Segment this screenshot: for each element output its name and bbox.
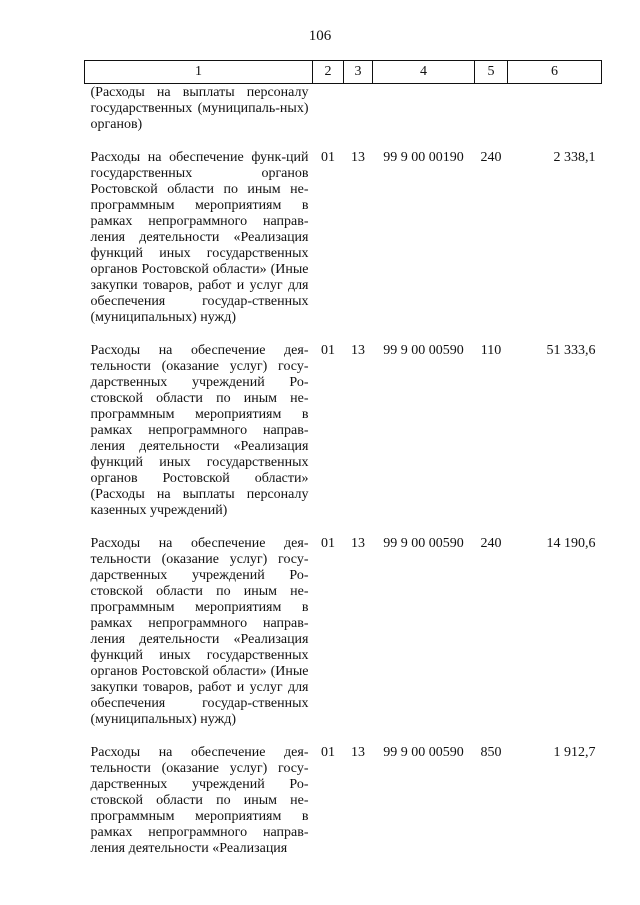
- expense-type-code: 110: [480, 343, 502, 358]
- row-description: Расходы на обеспечение дея-тельности (оказание услуг) госу-дарственных учреждений Ро-стовской области по иным не-программным мероприятиям в рамках непрограммного направ-ления деятельности «Реализация функций иных государственных органов Ростовской области» (Расходы на выплаты персоналу казенных учреждений): [90, 343, 309, 518]
- column-header: 6: [508, 61, 602, 84]
- expense-type-code: [475, 84, 508, 134]
- column-header: 3: [344, 61, 373, 84]
- column-header: 5: [475, 61, 508, 84]
- target-article-code: 99 9 00 00590: [383, 745, 464, 760]
- expense-type-code: 240: [480, 150, 502, 165]
- section-code: 01: [321, 150, 335, 165]
- target-article-code: 99 9 00 00190: [383, 150, 464, 165]
- target-article-code: 99 9 00 00590: [383, 343, 464, 358]
- table-row: [85, 326, 602, 519]
- column-header: 2: [313, 61, 344, 84]
- amount: [508, 84, 602, 134]
- target-article-code: 99 9 00 00590: [383, 536, 464, 551]
- row-description: Расходы на обеспечение функ-ций государственных органов Ростовской области по иным не-программным мероприятиям в рамках непрограммного направ-ления деятельности «Реализация функций иных государственных органов Ростовской области» (Иные закупки товаров, работ и услуг для обеспечения государ-ственных (муниципальных) нужд): [90, 150, 309, 325]
- section-code: 01: [321, 745, 335, 760]
- section-code: 01: [321, 343, 335, 358]
- target-article-code: [373, 84, 475, 134]
- page-number: 106: [308, 28, 332, 44]
- expense-type-code: 240: [480, 536, 502, 551]
- table-row: [85, 84, 602, 134]
- subsection-code: [344, 84, 373, 134]
- column-header: 4: [373, 61, 475, 84]
- expense-type-code: 850: [480, 745, 502, 760]
- row-description: (Расходы на выплаты персоналу государственных (муниципаль-ных) органов): [90, 85, 309, 132]
- amount: 14 190,6: [546, 536, 596, 551]
- table-row: [85, 728, 602, 857]
- subsection-code: 13: [351, 536, 365, 551]
- budget-table: [84, 60, 602, 857]
- subsection-code: 13: [351, 150, 365, 165]
- subsection-code: 13: [351, 343, 365, 358]
- amount: 51 333,6: [546, 343, 596, 358]
- table-row: [85, 133, 602, 326]
- table-header-row: [85, 61, 602, 84]
- subsection-code: 13: [351, 745, 365, 760]
- section-code: [313, 84, 344, 134]
- section-code: 01: [321, 536, 335, 551]
- amount: 1 912,7: [553, 745, 596, 760]
- amount: 2 338,1: [553, 150, 596, 165]
- row-description: Расходы на обеспечение дея-тельности (оказание услуг) госу-дарственных учреждений Ро-стовской области по иным не-программным мероприятиям в рамках непрограммного направ-ления деятельности «Реализация: [90, 745, 309, 856]
- row-description: Расходы на обеспечение дея-тельности (оказание услуг) госу-дарственных учреждений Ро-стовской области по иным не-программным мероприятиям в рамках непрограммного направ-ления деятельности «Реализация функций иных государственных органов Ростовской области» (Иные закупки товаров, работ и услуг для обеспечения государ-ственных (муниципальных) нужд): [90, 536, 309, 727]
- column-header: 1: [85, 61, 313, 84]
- table-row: [85, 519, 602, 728]
